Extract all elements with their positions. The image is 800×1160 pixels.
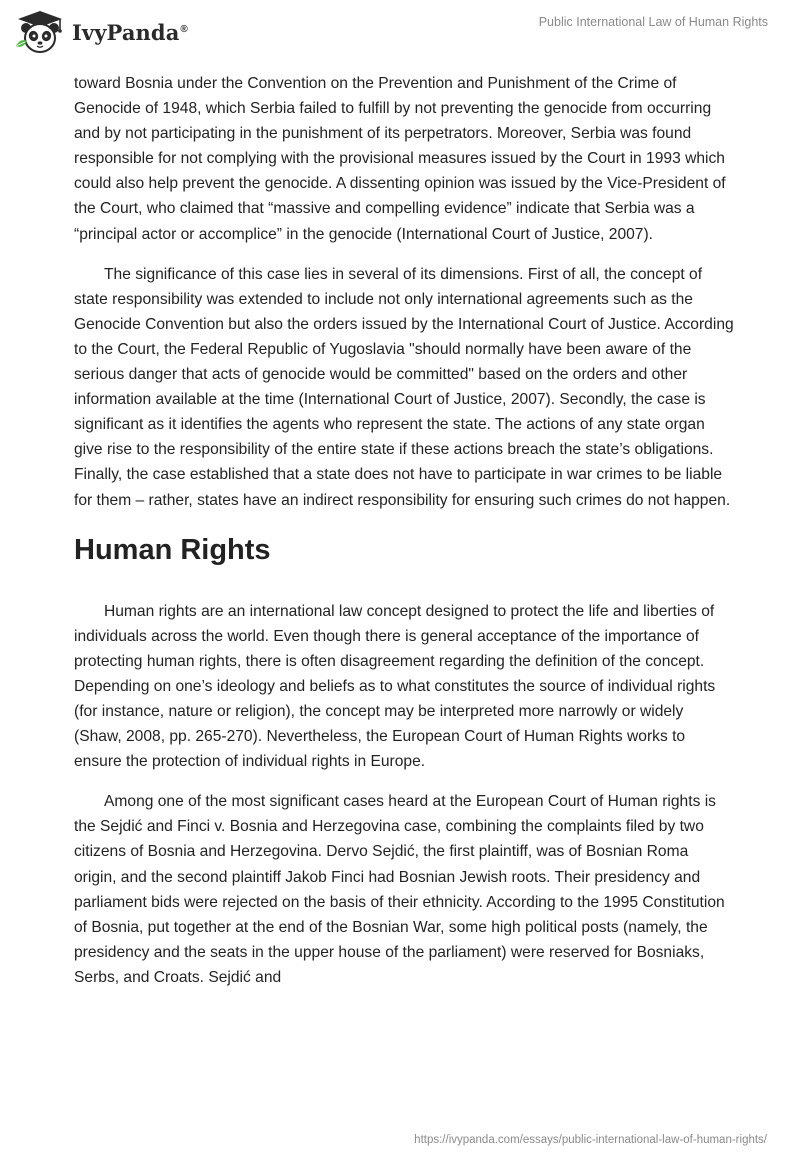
document-title: Public International Law of Human Rights bbox=[538, 15, 768, 29]
page-header bbox=[0, 0, 800, 70]
paragraph-significance: The significance of this case lies in several of its dimensions. First of all, the concept of state responsibility was extended to include not only international agreements such as the Genocide Convention but also the orders issued by the International Court of Justice. According to the Court, the Federal Republic of Yugoslavia "should normally have been aware of the serious danger that acts of genocide would be committed" based on the orders and other information available at the time (International Court of Justice, 2007). Secondly, the case is significant as it identifies the agents who represent the state. The actions of any state organ give rise to the responsibility of the entire state if these actions breach the state’s obligations. Finally, the case established that a state does not have to participate in war crimes to be liable for them – rather, states have an indirect responsibility for ensuring such crimes do not happen. bbox=[74, 265, 734, 509]
paragraph-continuation: toward Bosnia under the Convention on the Prevention and Punishment of the Crime of Genocide of 1948, which Serbia failed to fulfill by not preventing the genocide from occurring and by not participating in the punishment of its perpetrators. Moreover, Serbia was found responsible for not complying with the provisional measures issued by the Court in 1993 which could also help prevent the genocide. A dissenting opinion was issued by the Vice-President of the Court, who claimed that “massive and compelling evidence” indicate that Serbia was a “principal actor or accomplice” in the genocide (International Court of Justice, 2007). bbox=[74, 75, 726, 243]
source-url[interactable]: https://ivypanda.com/essays/public-international-law-of-human-rights/ bbox=[414, 1134, 767, 1146]
panda-graduate-logo-icon bbox=[14, 8, 66, 56]
brand-name: IvyPanda® bbox=[72, 19, 188, 45]
section-heading-human-rights: Human Rights bbox=[74, 533, 271, 566]
brand-logo[interactable] bbox=[14, 8, 188, 56]
paragraph-sejdic-finci-case: Among one of the most significant cases heard at the European Court of Human rights is the Sejdić and Finci v. Bosnia and Herzegovina case, combining the complaints filed by two citizens of Bosnia and Herzegovina. Dervo Sejdić, the first plaintiff, was of Bosnian Roma origin, and the second plaintiff Jakob Finci had Bosnian Jewish roots. Their presidency and parliament bids were rejected on the basis of their ethnicity. According to the 1995 Constitution of Bosnia, put together at the end of the Bosnian War, some high political posts (namely, the presidency and the seats in the upper house of the parliament) were reserved for Bosniaks, Serbs, and Croats. Sejdić and bbox=[74, 793, 725, 986]
paragraph-human-rights-intro: Human rights are an international law concept designed to protect the life and liberties of individuals across the world. Even though there is general acceptance of the importance of protecting human rights, there is often disagreement regarding the definition of the concept. Depending on one’s ideology and beliefs as to what constitutes the source of individual rights (for instance, nature or religion), the concept may be interpreted more narrowly or widely (Shaw, 2008, pp. 265-270). Nevertheless, the European Court of Human Rights works to ensure the protection of individual rights in Europe. bbox=[74, 602, 716, 771]
article-body bbox=[74, 71, 734, 990]
